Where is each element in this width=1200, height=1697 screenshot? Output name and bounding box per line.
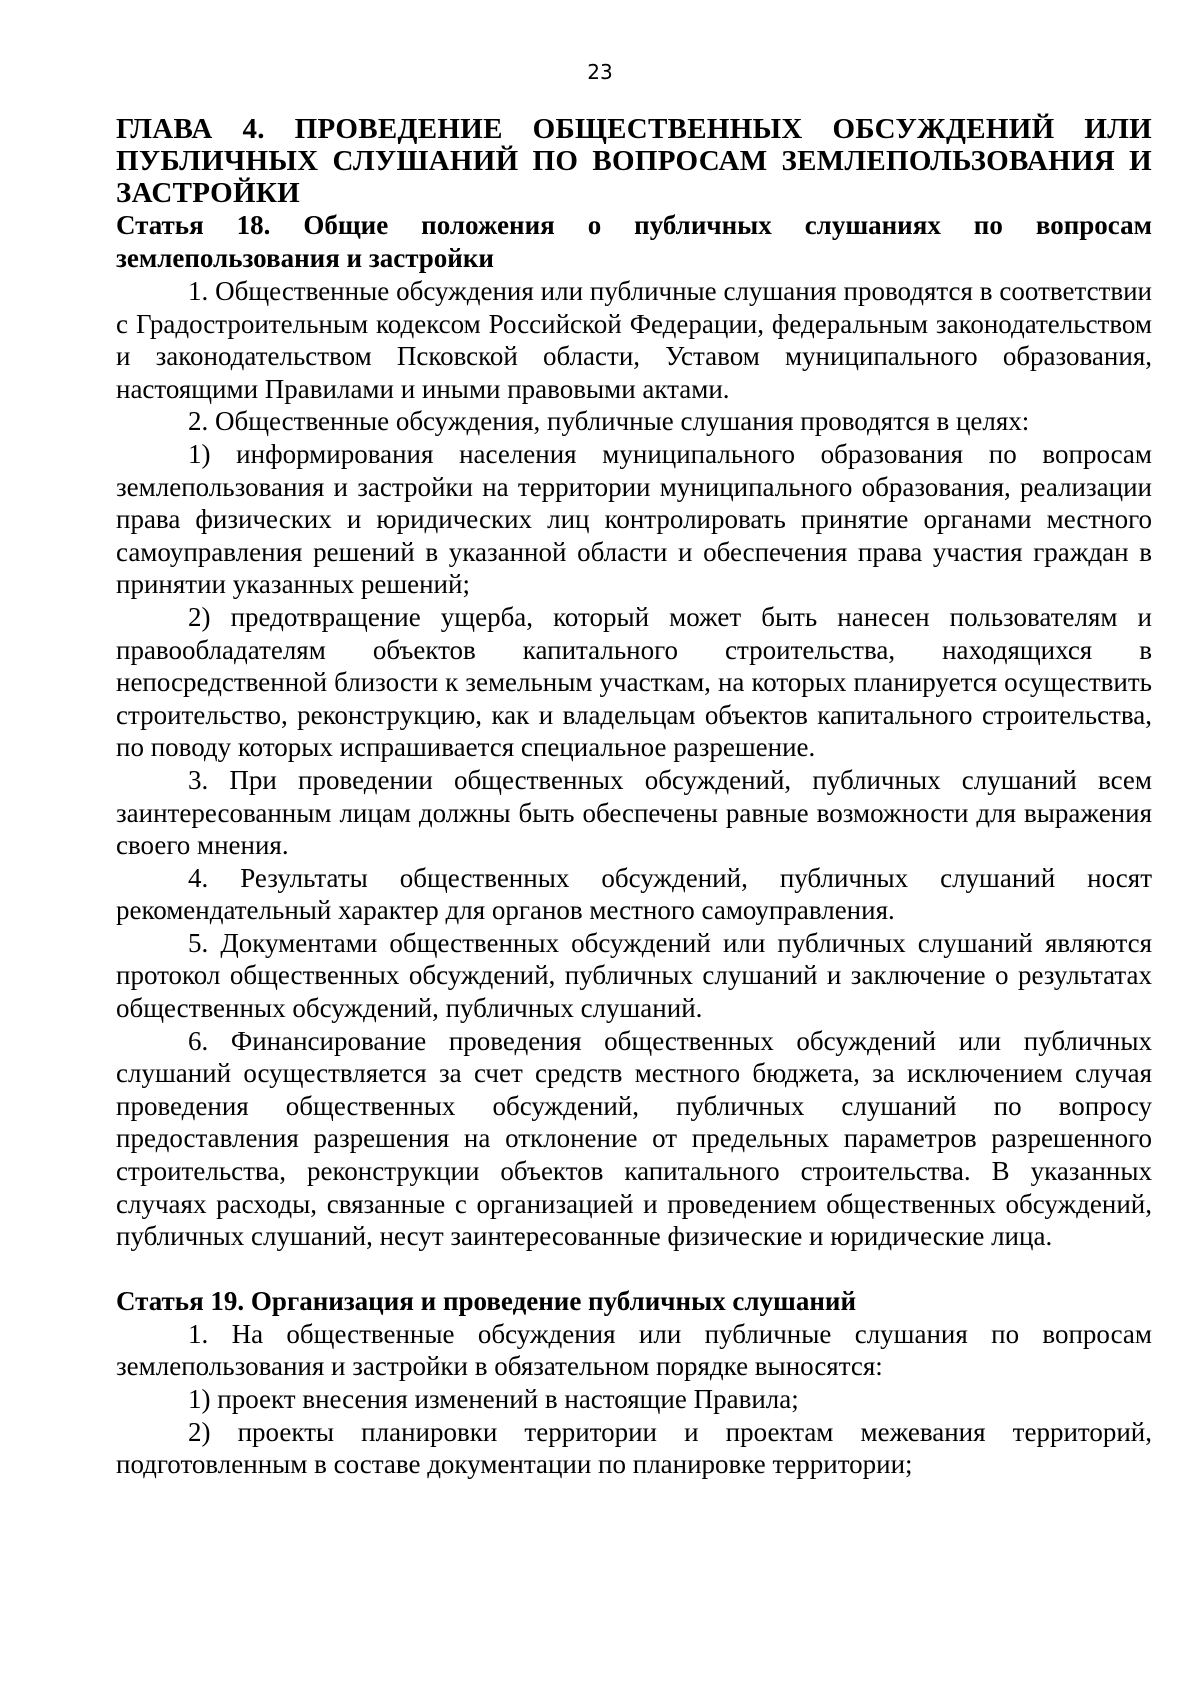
article-19-paragraph-1: 1. На общественные обсуждения или публичные слушания по вопросам землепользования и застройки в обязательном порядке выносятся: — [116, 1318, 1152, 1382]
chapter-title: ГЛАВА 4. ПРОВЕДЕНИЕ ОБЩЕСТВЕННЫХ ОБСУЖДЕНИЙ ИЛИ ПУБЛИЧНЫХ СЛУШАНИЙ ПО ВОПРОСАМ ЗЕМЛЕПОЛЬЗОВАНИЯ И ЗАСТРОЙКИ — [116, 113, 1152, 209]
article-19-paragraph-1-item-1: 1) проект внесения изменений в настоящие Правила; — [188, 1384, 799, 1414]
article-18-paragraph-3: 3. При проведении общественных обсуждений, публичных слушаний всем заинтересованным лицам должны быть обеспечены равные возможности для выражения своего мнения. — [116, 764, 1152, 861]
article-18-paragraph-4: 4. Результаты общественных обсуждений, публичных слушаний носят рекомендательный характер для органов местного самоуправления. — [116, 862, 1152, 926]
article-18-paragraph-6: 6. Финансирование проведения общественных обсуждений или публичных слушаний осуществляется за счет средств местного бюджета, за исключением случая проведения общественных обсуждений, публичных слушаний по вопросу предоставления разрешения на отклонение от предельных параметров разрешенного строительства, реконструкции объектов капитального строительства. В указанных случаях расходы, связанные с организацией и проведением общественных обсуждений, публичных слушаний, несут заинтересованные физические и юридические лица. — [116, 1025, 1152, 1252]
page-number: 23 — [587, 60, 613, 84]
article-18-paragraph-2-item-1: 1) информирования населения муниципального образования по вопросам землепользования и застройки на территории муниципального образования, реализации права физических и юридических лиц контролировать принятие органами местного самоуправления решений в указанной области и обеспечения права участия граждан в принятии указанных решений; — [116, 438, 1152, 600]
article-18-paragraph-1: 1. Общественные обсуждения или публичные слушания проводятся в соответствии с Градостроительным кодексом Российской Федерации, федеральным законодательством и законодательством Псковской области, Уставом муниципального образования, настоящими Правилами и иными правовыми актами. — [116, 276, 1152, 404]
page-content — [116, 113, 1152, 1481]
article-19-paragraph-1-item-2: 2) проекты планировки территории и проектам межевания территорий, подготовленным в составе документации по планировке территории; — [116, 1416, 1152, 1480]
article-18-title: Статья 18. Общие положения о публичных слушаниях по вопросам землепользования и застройки — [116, 210, 1152, 273]
article-18-paragraph-2: 2. Общественные обсуждения, публичные слушания проводятся в целях: — [188, 406, 1030, 437]
article-18-paragraph-2-item-2: 2) предотвращение ущерба, который может быть нанесен пользователям и правообладателям объектов капитального строительства, находящихся в непосредственной близости к земельным участкам, на которых планируется осуществить строительство, реконструкцию, как и владельцам объектов капитального строительства, по поводу которых испрашивается специальное разрешение. — [116, 601, 1152, 763]
article-18-paragraph-5: 5. Документами общественных обсуждений или публичных слушаний являются протокол общественных обсуждений, публичных слушаний и заключение о результатах общественных обсуждений, публичных слушаний. — [116, 927, 1152, 1024]
article-19-title: Статья 19. Организация и проведение публичных слушаний — [116, 1285, 856, 1316]
